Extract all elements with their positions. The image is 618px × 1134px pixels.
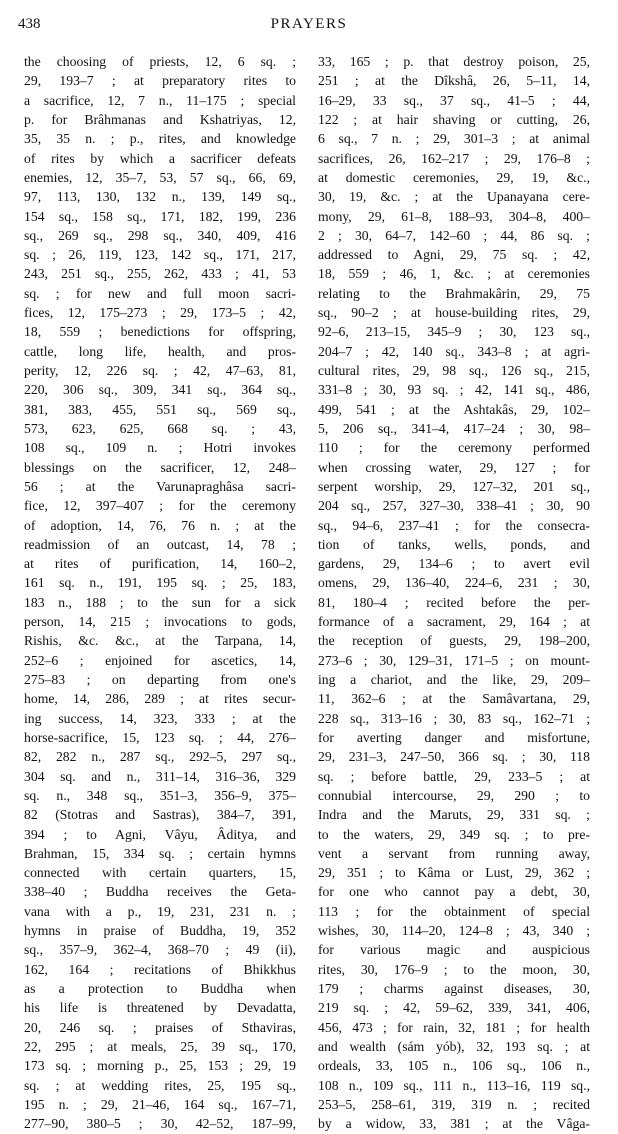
- index-line: 81, 180–4 ; recited before the per-: [318, 594, 590, 610]
- index-line: Indra and the Maruts, 29, 331 sq. ;: [318, 807, 590, 823]
- index-line: cattle, long life, health, and pros-: [24, 343, 296, 359]
- index-line: vana with a p., 19, 231, 231 n. ;: [24, 903, 296, 919]
- index-line: Brahman, 15, 334 sq. ; certain hymns: [24, 845, 296, 861]
- index-line: ing a chariot, and the like, 29, 209–: [318, 672, 590, 687]
- index-line: 173 sq. ; morning p., 25, 153 ; 29, 19: [24, 1058, 296, 1074]
- page-number: 438: [18, 16, 41, 32]
- index-line: 82, 282 n., 287 sq., 292–5, 297 sq.,: [24, 749, 296, 765]
- index-line: ing success, 14, 323, 333 ; at the: [24, 710, 296, 726]
- index-line: 304 sq. and n., 311–14, 316–36, 329: [24, 768, 296, 784]
- index-line: 33, 165 ; p. that destroy poison, 25,: [318, 54, 590, 69]
- index-line: 228 sq., 313–16 ; 30, 83 sq., 162–71 ;: [318, 710, 590, 726]
- index-line: relating to the Brahmakârin, 29, 75: [318, 285, 590, 301]
- index-line: rites, 30, 176–9 ; to the moon, 30,: [318, 961, 590, 977]
- index-line: 195 n. ; 29, 21–46, 164 sq., 167–71,: [24, 1096, 296, 1112]
- index-line: tion of tanks, wells, ponds, and: [318, 536, 590, 552]
- index-line: 204–7 ; 42, 140 sq., 343–8 ; at agri-: [318, 343, 590, 359]
- index-line: 16–29, 33 sq., 37 sq., 41–5 ; 44,: [318, 92, 590, 108]
- index-line: blessings on the sacrificer, 12, 248–: [24, 459, 296, 475]
- index-line: 499, 541 ; at the Ashtakâs, 29, 102–: [318, 401, 590, 417]
- index-line: perity, 12, 226 sq. ; 42, 47–63, 81,: [24, 363, 296, 378]
- index-line: 35, 35 n. ; p., rites, and knowledge: [24, 131, 296, 147]
- index-line: omens, 29, 136–40, 224–6, 231 ; 30,: [318, 575, 590, 591]
- index-line: 251 ; at the Dîkshâ, 26, 5–11, 14,: [318, 73, 590, 89]
- index-line: at rites of purification, 14, 160–2,: [24, 556, 296, 572]
- index-line: for one who cannot pay a debt, 30,: [318, 884, 590, 900]
- index-line: for various magic and auspicious: [318, 942, 590, 958]
- index-line: 97, 113, 130, 132 n., 139, 149 sq.,: [24, 189, 296, 205]
- index-line: and wealth (sám yób), 32, 193 sq. ; at: [318, 1038, 590, 1054]
- index-line: 20, 246 sq. ; praises of Sthaviras,: [24, 1019, 296, 1035]
- index-line: 219 sq. ; 42, 59–62, 339, 341, 406,: [318, 1000, 590, 1016]
- index-line: mony, 29, 61–8, 188–93, 304–8, 400–: [318, 208, 590, 224]
- index-line: enemies, 12, 35–7, 53, 57 sq., 66, 69,: [24, 169, 296, 185]
- index-line: 29, 193–7 ; at preparatory rites to: [24, 73, 296, 89]
- index-line: 82 (Stotras and Sastras), 384–7, 391,: [24, 807, 296, 823]
- index-line: 110 ; for the ceremony performed: [318, 440, 590, 456]
- index-line: 252–6 ; enjoined for ascetics, 14,: [24, 652, 296, 668]
- index-line: 381, 383, 455, 551 sq., 569 sq.,: [24, 401, 296, 417]
- index-line: 2 ; 30, 64–7, 142–60 ; 44, 86 sq. ;: [318, 227, 590, 243]
- index-line: p. for Brâhmanas and Kshatriyas, 12,: [24, 111, 296, 127]
- index-line: 394 ; to Agni, Vâyu, Âditya, and: [24, 826, 296, 842]
- index-line: 18, 559 ; 46, 1, &c. ; at ceremonies: [318, 266, 590, 282]
- index-line: addressed to Agni, 29, 75 sq. ; 42,: [318, 247, 590, 263]
- index-line: 92–6, 213–15, 345–9 ; 30, 123 sq.,: [318, 324, 590, 340]
- index-line: wishes, 30, 114–20, 124–8 ; 43, 340 ;: [318, 923, 590, 939]
- index-line: 11, 362–6 ; at the Samâvartana, 29,: [318, 691, 590, 707]
- index-line: the choosing of priests, 12, 6 sq. ;: [24, 54, 296, 69]
- index-line: vent a servant from running away,: [318, 845, 590, 861]
- index-line: 220, 306 sq., 309, 341 sq., 364 sq.,: [24, 382, 296, 398]
- running-head: PRAYERS: [270, 16, 348, 32]
- index-line: 122 ; at hair shaving or cutting, 26,: [318, 111, 590, 127]
- index-line: horse-sacrifice, 15, 123 sq. ; 44, 276–: [24, 729, 296, 745]
- index-line: sq. ; 26, 119, 123, 142 sq., 171, 217,: [24, 247, 296, 263]
- index-line: 154 sq., 158 sq., 171, 182, 199, 236: [24, 208, 296, 224]
- index-line: 5, 206 sq., 341–4, 417–24 ; 30, 98–: [318, 420, 590, 436]
- index-line: 108 n., 109 sq., 111 n., 113–16, 119 sq.,: [318, 1077, 590, 1093]
- index-line: by a widow, 33, 381 ; at the Vâga-: [318, 1116, 590, 1132]
- index-line: for averting danger and misfortune,: [318, 729, 590, 745]
- index-line: 253–5, 258–61, 319, 319 n. ; recited: [318, 1096, 590, 1112]
- left-column: [24, 52, 296, 1134]
- index-line: 273–6 ; 30, 129–31, 171–5 ; on mount-: [318, 652, 590, 668]
- index-line: ordeals, 33, 105 n., 106 sq., 106 n.,: [318, 1058, 590, 1074]
- index-line: his life is threatened by Devadatta,: [24, 1000, 296, 1016]
- index-line: 29, 231–3, 247–50, 366 sq. ; 30, 118: [318, 749, 590, 765]
- index-line: gardens, 29, 134–6 ; to avert evil: [318, 556, 590, 572]
- index-line: sq., 357–9, 362–4, 368–70 ; 49 (ii),: [24, 942, 296, 958]
- index-line: 456, 473 ; for rain, 32, 181 ; for health: [318, 1019, 590, 1035]
- index-line: readmission of an outcast, 14, 78 ;: [24, 536, 296, 552]
- index-line: sq. ; before battle, 29, 233–5 ; at: [318, 768, 590, 784]
- index-line: of adoption, 14, 76, 76 n. ; at the: [24, 517, 296, 533]
- index-line: 22, 295 ; at meals, 25, 39 sq., 170,: [24, 1038, 296, 1054]
- index-line: a sacrifice, 12, 7 n., 11–175 ; special: [24, 92, 296, 108]
- index-line: sq. ; for new and full moon sacri-: [24, 285, 296, 301]
- index-line: sacrifices, 26, 162–217 ; 29, 176–8 ;: [318, 150, 590, 166]
- index-line: serpent worship, 29, 127–32, 201 sq.,: [318, 478, 590, 494]
- index-line: Rishis, &c. &c., at the Tarpana, 14,: [24, 633, 296, 649]
- index-line: the reception of guests, 29, 198–200,: [318, 633, 590, 649]
- index-line: cultural rites, 29, 98 sq., 126 sq., 215,: [318, 363, 590, 378]
- index-line: hymns in praise of Buddha, 19, 352: [24, 923, 296, 939]
- index-line: 243, 251 sq., 255, 262, 433 ; 41, 53: [24, 266, 296, 282]
- index-line: of rites by which a sacrificer defeats: [24, 150, 296, 166]
- index-line: 30, 19, &c. ; at the Upanayana cere-: [318, 189, 590, 205]
- index-line: fices, 12, 175–273 ; 29, 173–5 ; 42,: [24, 305, 296, 321]
- index-line: at domestic ceremonies, 29, 19, &c.,: [318, 169, 590, 185]
- index-line: 6 sq., 7 n. ; 29, 301–3 ; at animal: [318, 131, 590, 147]
- index-line: 161 sq. n., 191, 195 sq. ; 25, 183,: [24, 575, 296, 591]
- index-line: connubial intercourse, 29, 290 ; to: [318, 787, 590, 803]
- index-line: 29, 351 ; to Kâma or Lust, 29, 362 ;: [318, 865, 590, 881]
- index-line: as a protection to Buddha when: [24, 981, 296, 996]
- index-line: 162, 164 ; recitations of Bhikkhus: [24, 961, 296, 977]
- index-line: formance of a sacrament, 29, 164 ; at: [318, 614, 590, 630]
- index-line: 113 ; for the obtainment of special: [318, 903, 590, 919]
- index-line: sq., 269 sq., 298 sq., 340, 409, 416: [24, 227, 296, 243]
- index-line: 204 sq., 257, 327–30, 338–41 ; 30, 90: [318, 498, 590, 514]
- right-column: [318, 52, 590, 1134]
- index-line: 331–8 ; 30, 93 sq. ; 42, 141 sq., 486,: [318, 382, 590, 398]
- index-line: 18, 559 ; benedictions for offspring,: [24, 324, 296, 340]
- index-line: 56 ; at the Varunapraghâsa sacri-: [24, 478, 296, 494]
- index-line: 183 n., 188 ; to the sun for a sick: [24, 594, 296, 610]
- index-line: connected with certain quarters, 15,: [24, 865, 296, 881]
- index-line: 338–40 ; Buddha receives the Geta-: [24, 884, 296, 900]
- page-header: [0, 16, 618, 38]
- index-line: home, 14, 286, 289 ; at rites secur-: [24, 691, 296, 707]
- index-line: 573, 623, 625, 668 sq. ; 43,: [24, 420, 296, 436]
- index-line: sq., 90–2 ; at house-building rites, 29,: [318, 305, 590, 321]
- index-line: person, 14, 215 ; invocations to gods,: [24, 614, 296, 630]
- index-line: 277–90, 380–5 ; 30, 42–52, 187–99,: [24, 1116, 296, 1132]
- index-line: to the waters, 29, 349 sq. ; to pre-: [318, 826, 590, 842]
- index-line: fice, 12, 397–407 ; for the ceremony: [24, 498, 296, 514]
- index-line: 179 ; charms against diseases, 30,: [318, 981, 590, 996]
- index-line: 108 sq., 109 n. ; Hotri invokes: [24, 440, 296, 456]
- index-line: sq. ; at wedding rites, 25, 195 sq.,: [24, 1077, 296, 1093]
- index-line: when crossing water, 29, 127 ; for: [318, 459, 590, 475]
- index-line: sq., 94–6, 237–41 ; for the consecra-: [318, 517, 590, 533]
- index-line: 275–83 ; on departing from one's: [24, 672, 296, 687]
- index-line: sq. n., 348 sq., 351–3, 356–9, 375–: [24, 787, 296, 803]
